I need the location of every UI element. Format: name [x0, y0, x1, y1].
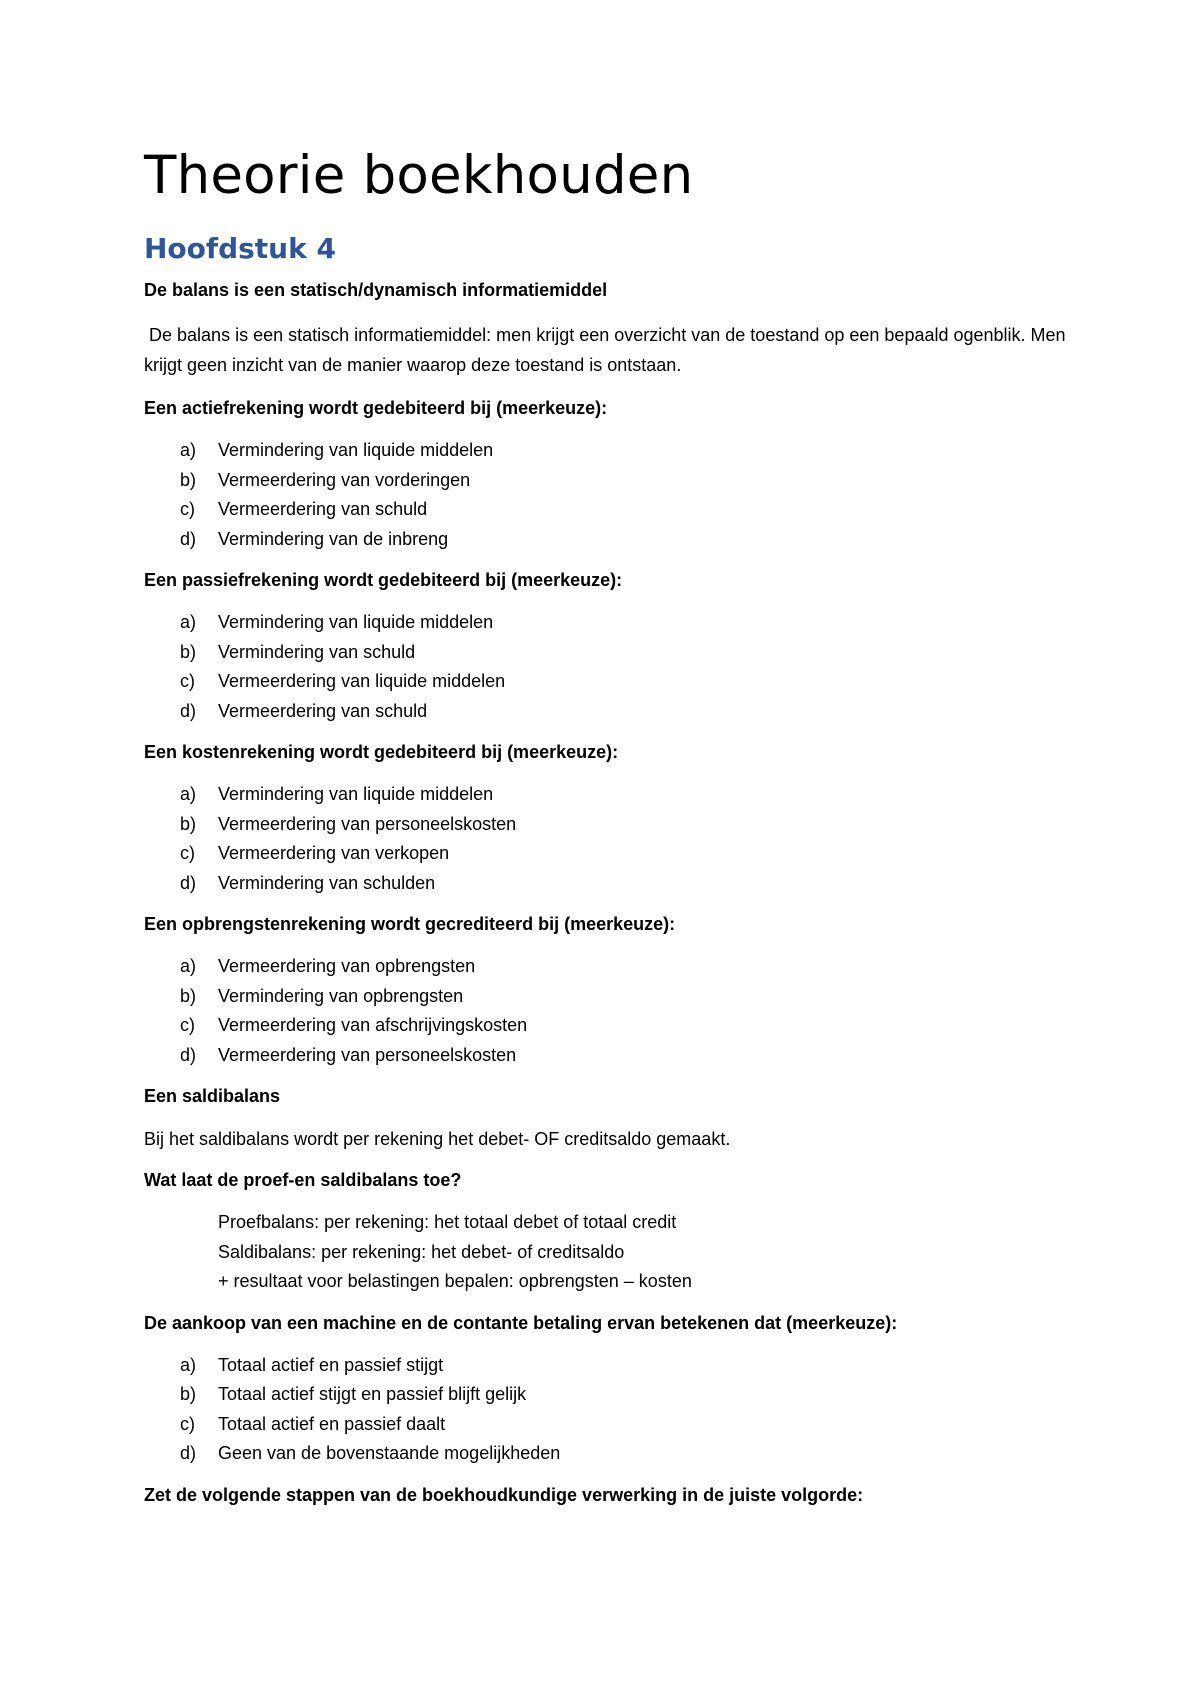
question-heading: Wat laat de proef-en saldibalans toe? [144, 1170, 462, 1190]
list-item [144, 1351, 1084, 1381]
list-item [144, 810, 1084, 840]
option-text: Vermindering van liquide middelen [218, 612, 494, 632]
list-item [144, 667, 1084, 697]
section-passiefrekening [144, 568, 1084, 726]
list-item [144, 608, 1084, 638]
option-list [144, 608, 1084, 726]
question-heading: Een passiefrekening wordt gedebiteerd bij (meerkeuze): [144, 570, 623, 590]
list-item [144, 466, 1084, 496]
list-item [144, 780, 1084, 810]
option-text: Vermindering van schulden [218, 872, 436, 893]
option-label: c) [180, 671, 195, 691]
option-text: Vermeerdering van opbrengsten [218, 956, 476, 976]
option-label: d) [180, 700, 197, 721]
question-heading: De balans is een statisch/dynamisch informatiemiddel [144, 280, 608, 300]
option-label: a) [180, 784, 197, 804]
paragraph: Bij het saldibalans wordt per rekening het debet- OF creditsaldo gemaakt. [144, 1129, 731, 1149]
text-line: Saldibalans: per rekening: het debet- of creditsaldo [218, 1241, 625, 1262]
question-heading: Een actiefrekening wordt gedebiteerd bij (meerkeuze): [144, 398, 608, 418]
option-text: Vermindering van liquide middelen [218, 440, 494, 460]
option-list [144, 952, 1084, 1070]
section-aankoop-machine [144, 1311, 1084, 1469]
option-list [144, 436, 1084, 554]
option-text: Vermindering van opbrengsten [218, 985, 464, 1006]
document-title: Theorie boekhouden [144, 145, 694, 206]
chapter-heading: Hoofdstuk 4 [144, 232, 336, 265]
option-text: Totaal actief en passief daalt [218, 1413, 446, 1434]
question-heading: De aankoop van een machine en de contante betaling ervan betekenen dat (meerkeuze): [144, 1312, 898, 1333]
question-heading: Een opbrengstenrekening wordt gecrediteerd bij (meerkeuze): [144, 914, 676, 934]
option-label: b) [180, 1384, 197, 1404]
option-label: c) [180, 843, 195, 863]
option-label: c) [180, 1015, 195, 1035]
section-proef-saldibalans [144, 1168, 1084, 1297]
section-opbrengstenrekening [144, 912, 1084, 1070]
list-item [144, 839, 1084, 869]
option-text: Totaal actief stijgt en passief blijft gelijk [218, 1384, 527, 1404]
list-item [144, 1011, 1084, 1041]
option-text: Vermeerdering van vorderingen [218, 469, 471, 490]
section-actiefrekening [144, 396, 1084, 554]
option-label: a) [180, 956, 197, 976]
section-kostenrekening [144, 740, 1084, 898]
question-heading: Zet de volgende stappen van de boekhoudkundige verwerking in de juiste volgorde: [144, 1484, 864, 1505]
option-text: Vermeerdering van verkopen [218, 843, 450, 863]
question-heading: Een kostenrekening wordt gedebiteerd bij (meerkeuze): [144, 742, 619, 762]
option-label: b) [180, 469, 197, 490]
option-label: b) [180, 813, 197, 834]
option-label: a) [180, 612, 197, 632]
option-text: Vermeerdering van schuld [218, 499, 428, 519]
option-text: Vermeerdering van personeelskosten [218, 1044, 517, 1065]
option-label: d) [180, 1443, 197, 1463]
option-text: Vermeerdering van afschrijvingskosten [218, 1015, 528, 1035]
option-label: d) [180, 872, 197, 893]
section-volgorde [144, 1483, 1084, 1507]
text-line: Proefbalans: per rekening: het totaal debet of totaal credit [218, 1212, 677, 1232]
list-item [144, 525, 1084, 555]
option-text: Vermeerdering van personeelskosten [218, 813, 517, 834]
option-label: d) [180, 1044, 197, 1065]
list-item [144, 982, 1084, 1012]
option-text: Geen van de bovenstaande mogelijkheden [218, 1443, 561, 1463]
list-item [144, 697, 1084, 727]
option-label: b) [180, 985, 197, 1006]
list-item [144, 1439, 1084, 1469]
list-item [144, 436, 1084, 466]
option-label: a) [180, 440, 197, 460]
list-item [144, 1380, 1084, 1410]
paragraph: De balans is een statisch informatiemiddel: men krijgt een overzicht van de toestand op een bepaald ogenblik. Men krijgt geen inzicht van de manier waarop deze toestand is ontstaan. [144, 325, 1071, 375]
list-item [144, 869, 1084, 899]
question-heading: Een saldibalans [144, 1086, 281, 1106]
option-label: b) [180, 641, 197, 662]
option-text: Vermindering van schuld [218, 641, 416, 662]
list-item [144, 1410, 1084, 1440]
document-content [144, 140, 1084, 1507]
section-balans [144, 278, 1084, 380]
text-line: + resultaat voor belastingen bepalen: opbrengsten – kosten [218, 1271, 692, 1291]
option-text: Vermindering van de inbreng [218, 528, 449, 549]
option-text: Vermindering van liquide middelen [218, 784, 494, 804]
option-label: c) [180, 1413, 195, 1434]
list-item [144, 952, 1084, 982]
option-label: a) [180, 1354, 197, 1375]
section-saldibalans [144, 1084, 1084, 1154]
option-label: c) [180, 499, 195, 519]
indented-lines [144, 1208, 1084, 1297]
option-text: Vermeerdering van schuld [218, 700, 428, 721]
list-item [144, 638, 1084, 668]
list-item [144, 1041, 1084, 1071]
option-list [144, 780, 1084, 898]
list-item [144, 495, 1084, 525]
option-text: Vermeerdering van liquide middelen [218, 671, 506, 691]
option-text: Totaal actief en passief stijgt [218, 1354, 444, 1375]
option-list [144, 1351, 1084, 1469]
option-label: d) [180, 528, 197, 549]
